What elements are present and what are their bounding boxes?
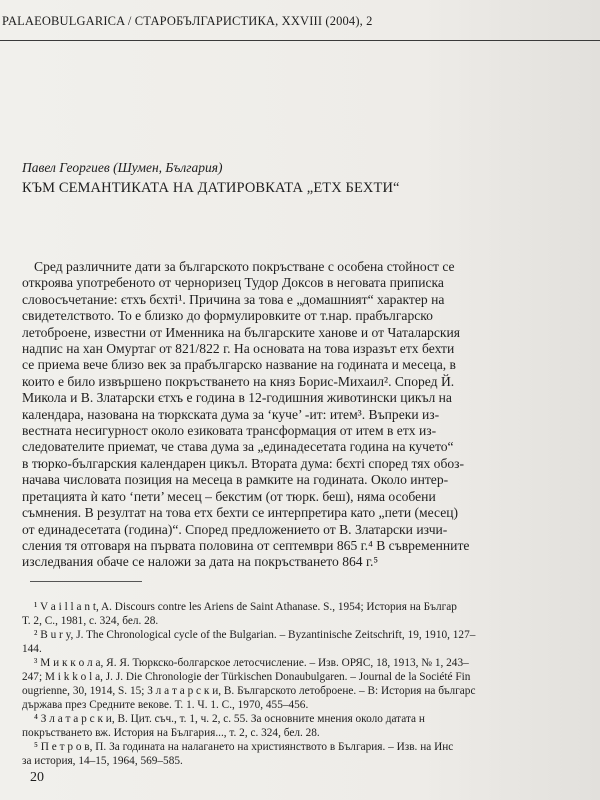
- body-line: откроява употребеното от черноризец Тудор Доксов в неговата приписка: [22, 275, 444, 291]
- body-line: съмнения. В резултат на това етх бехти се интерпретира като „пети (месец): [22, 505, 459, 521]
- body-line: надпис на хан Омуртаг от 821/822 г. На основата на това изразът етх бехти: [22, 341, 455, 357]
- footnote-line: покръстването вж. История на България..., т. 2, с. 324, бел. 28.: [22, 727, 320, 739]
- article-body: [22, 259, 598, 571]
- footnote-line: за история, 14–15, 1964, 569–585.: [22, 755, 183, 767]
- footnote-line: държава през Средните векове. Т. 1. Ч. 1. С., 1970, 455–456.: [22, 699, 309, 711]
- page-number: 20: [30, 770, 44, 785]
- footnote-line: ⁵ П е т р о в, П. За годината на налагането на християнството в България. – Изв. на Инс: [34, 741, 454, 753]
- body-line: словосъчетание: єтхъ бєхтi¹. Причина за това е „домашният“ характер на: [22, 291, 445, 307]
- body-line: Сред различните дати за българското покръстване с особена стойност се: [34, 259, 455, 274]
- body-line: изследвания обаче се наложи за дата на покръстването 864 г.⁵: [22, 554, 379, 570]
- body-line: начава числовата позиция на месеца в рамките на годината. Около интер-: [22, 472, 449, 488]
- body-line: сления тя отговаря на първата половина от септември 865 г.⁴ В съвременните: [22, 537, 470, 553]
- footnote-line: Т. 2, С., 1981, с. 324, бел. 28.: [22, 615, 159, 627]
- body-line: претацията ѝ като ‘пети’ месец – бекстим (от тюрк. беш), няма особени: [22, 488, 436, 504]
- body-line: които е било извършено покръстването на княз Борис-Михаил². Според Й.: [22, 373, 455, 389]
- article-title: КЪМ СЕМАНТИКАТА НА ДАТИРОВКАТА „ЕТХ БЕХТИ“: [22, 180, 400, 196]
- body-line: Миколa и В. Златарски єтхъ е година в 12-годишния животински цикъл на: [22, 390, 452, 406]
- running-head: PALAEOBULGARICA / СТАРОБЪЛГАРИСТИКА, XXVIII (2004), 2: [2, 14, 373, 28]
- body-line: летоброене, известни от Именника на българските ханове и от Чаталарския: [22, 324, 460, 340]
- footnote-line: ⁴ З л а т а р с к и, В. Цит. съч., т. 1, ч. 2, с. 55. За основните мнения около датата н: [34, 713, 425, 725]
- body-line: свидетелството. То е близко до формулировките от т.нар. прабългарско: [22, 308, 433, 324]
- footnote-separator: [30, 581, 142, 582]
- body-line: се приема вече близо век за прабългарско название на годината и месеца, в: [22, 357, 456, 373]
- body-line: вестната несигурност около езиковата трансформация от итем в етх из-: [22, 423, 437, 439]
- footnote-line: ³ М и к к о л а, Я. Я. Тюркско-болгарское летосчисление. – Изв. ОРЯС, 18, 1913, № 1, 243–: [34, 657, 469, 669]
- article-author: Павел Георгиев (Шумен, България): [22, 160, 223, 175]
- footnote-line: ² B u r y, J. The Chronological cycle of the Bulgarian. – Byzantinische Zeitschrift, 19, 1910, 127–: [34, 629, 476, 641]
- footnote-line: 247; M i k k o l a, J. J. Die Chronologie der Türkischen Donaubulgaren. – Journal de la Société Fin: [22, 671, 471, 683]
- footnote-line: ¹ V a i l l a n t, A. Discours contre les Ariens de Saint Athanase. S., 1954; История на Българ: [34, 601, 457, 613]
- body-line: от единадесетата (година)“. Според предложението от В. Златарски изчи-: [22, 521, 448, 537]
- body-line: в тюрко-българския календарен цикъл. Втората дума: бєхтi според тях обоз-: [22, 455, 465, 471]
- body-line: следователите приемат, че става дума за „единадесетата година на кучето“: [22, 439, 454, 455]
- footnote-line: ougrienne, 30, 1914, S. 15; З л а т а р с к и, В. Българското летоброене. – В: История на българс: [22, 685, 476, 697]
- footnote-line: 144.: [22, 643, 42, 655]
- body-line: календара, назована на тюркската дума за ‘куче’ -ит: итем³. Въпреки из-: [22, 406, 440, 422]
- header-rule: [0, 40, 600, 41]
- footnotes: [22, 600, 600, 768]
